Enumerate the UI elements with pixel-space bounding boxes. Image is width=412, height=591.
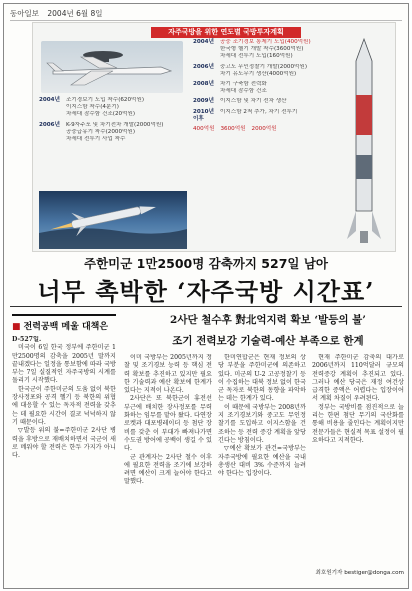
article-column-4 <box>312 354 404 564</box>
paragraph: 2사단은 또 북한군이 휴전선 부근에 배치한 장사정포를 무력화하는 임무를 맡아 왔다. 다연장로켓과 대포병레이더 등 첨단 장비를 갖춘 이 부대가 빠져나가면 수도권 방어에 공백이 생길 수 있다. <box>124 395 212 453</box>
budget-value: 400억원 <box>193 126 215 133</box>
timeline-entry <box>39 122 187 144</box>
timeline-item: 차기 구축함 전력화 <box>220 81 267 88</box>
subheads <box>132 312 404 348</box>
missile-launch-photo <box>39 191 187 249</box>
reporter-byline: 최호원기자 bestiger@donga.com <box>315 570 404 576</box>
timeline-item: 차세대 전투기 도입(160억원) <box>220 53 293 60</box>
newspaper-page <box>3 3 409 589</box>
timeline-year: 2008년 <box>193 81 214 88</box>
subhead: 조기 전력보강 기술력-예산 부족으로 한계 <box>172 335 364 347</box>
timeline-item: 차기 유도무기 생산(4000억원) <box>220 70 297 77</box>
square-bullet-icon: ■ <box>12 322 21 332</box>
timeline-item: 이지스함 2척 추가, 차기 전투기 <box>220 108 298 115</box>
main-headline: 너무 촉박한 ‘자주국방 시간표’ <box>37 277 375 306</box>
paragraph: 한미연합군은 현재 정보의 상당 부분을 주한미군에 의존하고 있다. 미군의 U-2 고공정찰기 등이 수집하는 대북 정보 없이 한국군 독자로 북한의 동향을 파악하는 데는 한계가 있다. <box>218 354 306 403</box>
paragraph: 이미 국방부는 2005년까지 정찰 및 조기경보 능력 등 핵심 전력 확보를 추진하고 있지만 필요한 기술력과 예산 확보에 한계가 있다는 지적이 나온다. <box>124 354 212 395</box>
defense-plan-infographic <box>32 22 396 252</box>
timeline-item: 공중 조기경보 통제기 도입(400억원) <box>220 39 311 45</box>
timeline-entry <box>39 97 187 119</box>
timeline-year: 2009년 <box>193 98 214 105</box>
timeline-right <box>193 39 343 133</box>
budget-value: 2000억원 <box>251 126 277 133</box>
timeline-year: 2004년 <box>193 39 214 45</box>
paragraph: 미국이 6일 한국 정부에 주한미군 1만2500명의 감축을 2005년 말까지 끝내겠다는 일정을 통보함에 따라 국방부는 7일 실질적인 자주국방의 시계를 돌리기 시작했다. <box>12 344 116 385</box>
subhead: 2사단 철수후 對北억지력 확보 ‘발등의 불’ <box>170 314 366 326</box>
aircraft-illustration <box>41 41 183 93</box>
timeline-item: 이지스함 및 차기 전차 생산 <box>220 98 287 105</box>
timeline-item: K-9자주포 및 차기전차 개발(2000억원) <box>66 121 164 128</box>
missile-body-illustration <box>343 35 385 247</box>
timeline-left <box>39 97 187 146</box>
timeline-item: 차세대 전투기 사업 착수 <box>66 136 126 143</box>
article-column-3 <box>218 354 306 576</box>
early-warning-aircraft-photo <box>41 41 183 93</box>
timeline-item: 차세대 잠수함 건조(20억원) <box>66 111 136 118</box>
timeline-entry <box>193 109 343 123</box>
budget-highlights <box>193 126 343 133</box>
article-column-1 <box>12 336 116 574</box>
paragraph: D-527일. <box>12 336 42 343</box>
paragraph: 정부는 국방비를 점진적으로 늘리는 한편 첨단 무기의 국산화를 통해 비용을 줄인다는 계획이지만 전문가들은 현실적 목표 설정이 필요하다고 지적한다. <box>312 403 404 444</box>
timeline-item: 차세대 잠수함 건조 <box>220 88 267 95</box>
timeline-year: 2006년 <box>39 121 60 128</box>
issue-date: 2004년 6월 8일 <box>47 9 103 18</box>
timeline-item: 이지스함 착수(4분기) <box>66 104 119 111</box>
timeline-entry <box>193 39 343 61</box>
section-tag <box>12 314 116 332</box>
timeline-item: 조기경보기 도입 착수(620억원) <box>66 97 145 103</box>
timeline-entry <box>193 98 343 105</box>
masthead <box>10 8 402 21</box>
section-tag-label: 전력공백 메울 대책은 <box>23 322 109 332</box>
article-column-2 <box>124 354 212 576</box>
paragraph: ▽예산 확보가 관건=국방부는 자주국방에 필요한 예산을 국내총생산 대비 3% 수준까지 늘려야 한다는 입장이다. <box>218 445 306 478</box>
paragraph: 한국군이 주한미군의 도움 없이 북한 장사정포와 공격 헬기 등 북한의 위협에 대응할 수 있는 독자적 전력을 갖추는 데 필요한 시간이 결코 넉넉하지 않기 때문이다. <box>12 385 116 426</box>
timeline-entry <box>193 64 343 78</box>
missile-illustration <box>39 191 187 249</box>
paragraph: 현재 주한미군 감축의 대가로 2006년까지 110억달러 규모의 전력증강 계획이 추진되고 있다. 그러나 예산 당국은 재정 여건상 급격한 증액은 어렵다는 입장이어서 계획 차질이 우려된다. <box>312 354 404 403</box>
paragraph: 이 때문에 국방부는 2008년까지 조기경보기와 중고도 무인정찰기를 도입하고 이지스함을 건조하는 등 전력 증강 계획을 앞당긴다는 방침이다. <box>218 403 306 444</box>
timeline-item: 한국형 헬기 개발 착수(3600억원) <box>220 46 304 53</box>
paper-name: 동아일보 <box>10 9 39 18</box>
timeline-year: 2004년 <box>39 97 60 103</box>
divider <box>10 306 402 307</box>
timeline-year: 2006년 <box>193 63 214 70</box>
kicker-headline: 주한미군 1만2500명 감축까지 527일 남아 <box>84 256 328 271</box>
timeline-year: 2010년 이후 <box>193 108 214 122</box>
infographic-title: 자주국방을 위한 연도별 국방투자계획 <box>151 27 301 38</box>
timeline-item: 공중급유기 착수(2000억원) <box>66 128 136 135</box>
timeline-entry <box>193 81 343 95</box>
budget-value: 3600억원 <box>220 126 246 133</box>
timeline-item: 중고도 무인정찰기 개발(2000억원) <box>220 63 307 70</box>
paragraph: ▽발등 위의 불=주한미군 2사단 병력을 후방으로 재배치하면서 국군이 새로 메워야 할 전력은 한두 가지가 아니다. <box>12 427 116 460</box>
paragraph: 군 관계자는 2사단 철수 이후에 필요한 전력을 조기에 보강하려면 예산이 크게 늘어야 한다고 말했다. <box>124 453 212 486</box>
guided-missile-diagram <box>343 35 385 247</box>
